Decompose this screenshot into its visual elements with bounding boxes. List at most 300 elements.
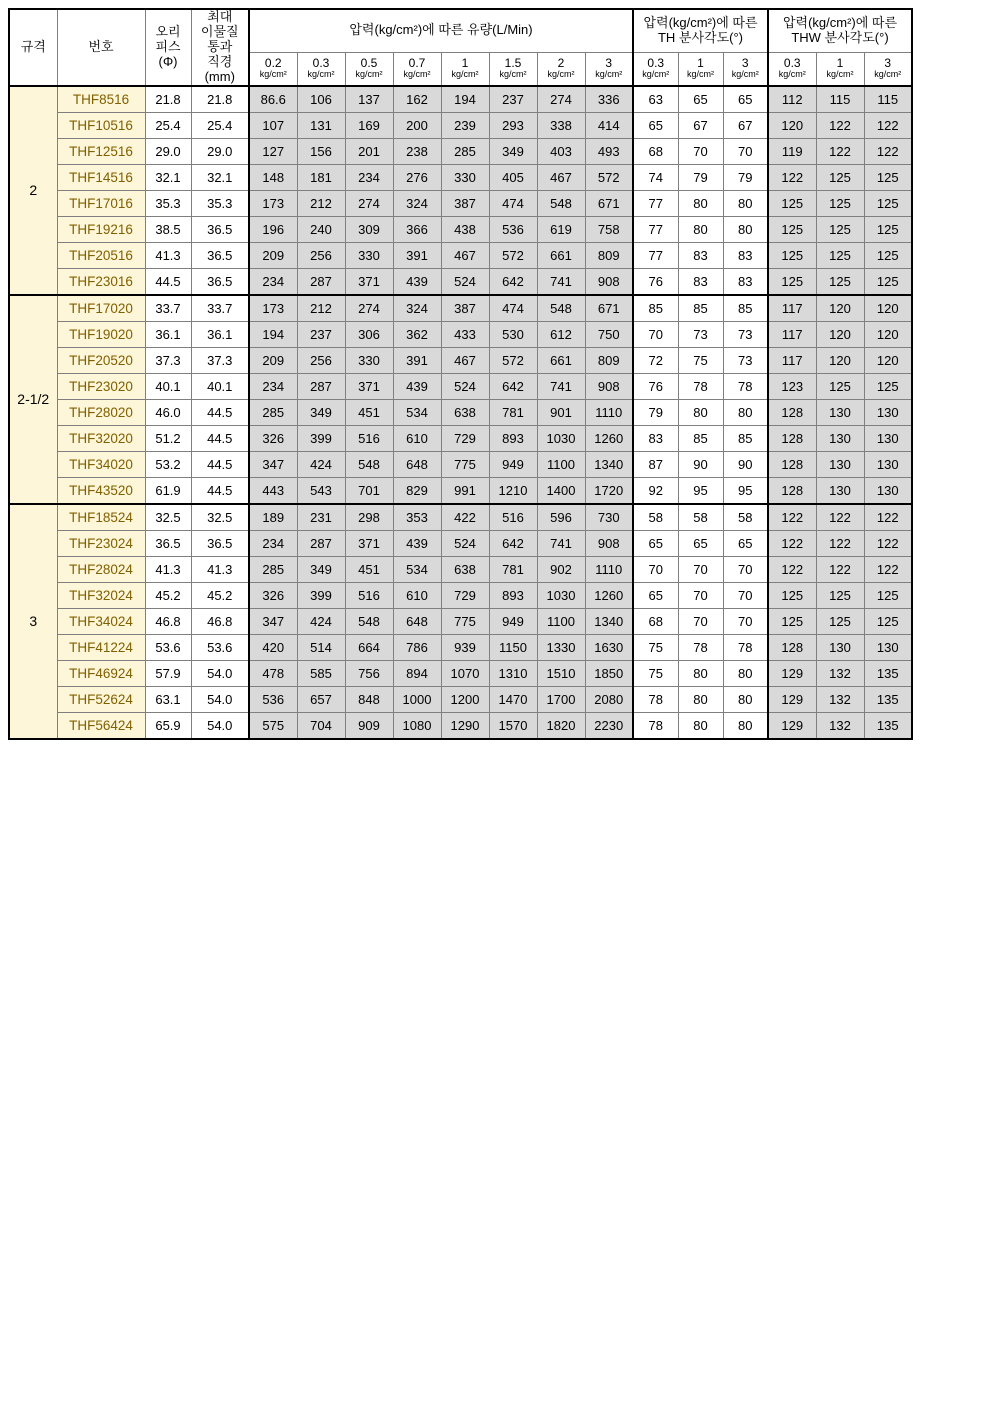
size-group-cell: 2 — [9, 86, 57, 295]
model-code-cell[interactable]: THF52624 — [57, 686, 145, 712]
header-flow-p-3 — [393, 52, 441, 86]
table-row[interactable] — [9, 425, 912, 451]
orifice-cell: 53.2 — [145, 451, 191, 477]
header-max-pass-line2: 이물질 — [200, 23, 239, 39]
thw-angle-cell: 130 — [864, 634, 912, 660]
size-group-cell: 3 — [9, 504, 57, 739]
flow-cell: 741 — [537, 268, 585, 295]
thw-angle-cell: 122 — [768, 556, 816, 582]
flow-cell: 1110 — [585, 399, 633, 425]
flow-cell: 194 — [249, 321, 297, 347]
model-code-cell[interactable]: THF14516 — [57, 164, 145, 190]
thw-angle-cell: 122 — [768, 164, 816, 190]
thw-angle-cell: 129 — [768, 712, 816, 739]
max-pass-cell: 54.0 — [191, 660, 249, 686]
thw-angle-cell: 125 — [864, 190, 912, 216]
thw-angle-cell: 125 — [768, 190, 816, 216]
flow-pressure-unit-5: kg/cm² — [499, 69, 527, 80]
flow-cell: 173 — [249, 295, 297, 322]
th-angle-cell: 80 — [678, 190, 723, 216]
thw-pressure-value-1: 1 — [836, 56, 844, 71]
thw-angle-cell: 120 — [864, 347, 912, 373]
model-code-cell[interactable]: THF20520 — [57, 347, 145, 373]
flow-cell: 1570 — [489, 712, 537, 739]
th-angle-cell: 83 — [723, 268, 768, 295]
flow-cell: 908 — [585, 268, 633, 295]
th-angle-cell: 83 — [633, 425, 678, 451]
orifice-cell: 32.5 — [145, 504, 191, 531]
table-row[interactable] — [9, 373, 912, 399]
header-max-pass-line4: 직경 — [207, 53, 233, 69]
header-th-group — [633, 9, 768, 52]
flow-cell: 169 — [345, 112, 393, 138]
flow-cell: 414 — [585, 112, 633, 138]
flow-pressure-value-4: 1 — [461, 56, 469, 71]
flow-cell: 909 — [345, 712, 393, 739]
flow-cell: 240 — [297, 216, 345, 242]
table-row[interactable] — [9, 321, 912, 347]
flow-cell: 106 — [297, 86, 345, 113]
table-row[interactable] — [9, 686, 912, 712]
header-th-p-2 — [723, 52, 768, 86]
flow-cell: 809 — [585, 347, 633, 373]
th-angle-cell: 80 — [723, 399, 768, 425]
flow-cell: 642 — [489, 530, 537, 556]
thw-angle-cell: 125 — [768, 242, 816, 268]
table-row[interactable] — [9, 295, 912, 322]
th-angle-cell: 70 — [678, 608, 723, 634]
orifice-cell: 35.3 — [145, 190, 191, 216]
flow-cell: 534 — [393, 556, 441, 582]
flow-cell: 530 — [489, 321, 537, 347]
th-angle-cell: 58 — [678, 504, 723, 531]
orifice-cell: 51.2 — [145, 425, 191, 451]
thw-angle-cell: 130 — [864, 451, 912, 477]
flow-cell: 347 — [249, 608, 297, 634]
flow-cell: 2080 — [585, 686, 633, 712]
flow-cell: 704 — [297, 712, 345, 739]
thw-angle-cell: 125 — [816, 608, 864, 634]
table-row[interactable] — [9, 112, 912, 138]
flow-pressure-value-7: 3 — [605, 56, 613, 71]
model-code-cell[interactable]: THF12516 — [57, 138, 145, 164]
flow-cell: 516 — [345, 425, 393, 451]
th-angle-cell: 73 — [723, 321, 768, 347]
flow-cell: 371 — [345, 373, 393, 399]
thw-angle-cell: 129 — [768, 686, 816, 712]
orifice-cell: 29.0 — [145, 138, 191, 164]
thw-angle-cell: 122 — [816, 138, 864, 164]
th-angle-cell: 67 — [723, 112, 768, 138]
flow-cell: 148 — [249, 164, 297, 190]
max-pass-cell: 54.0 — [191, 712, 249, 739]
flow-cell: 741 — [537, 530, 585, 556]
model-code-cell[interactable]: THF8516 — [57, 86, 145, 113]
max-pass-cell: 29.0 — [191, 138, 249, 164]
flow-cell: 371 — [345, 530, 393, 556]
thw-angle-cell: 115 — [864, 86, 912, 113]
thw-angle-cell: 125 — [768, 268, 816, 295]
table-row[interactable] — [9, 86, 912, 113]
table-row[interactable] — [9, 477, 912, 504]
flow-cell: 451 — [345, 556, 393, 582]
thw-angle-cell: 125 — [864, 582, 912, 608]
flow-cell: 1070 — [441, 660, 489, 686]
flow-cell: 287 — [297, 373, 345, 399]
flow-cell: 405 — [489, 164, 537, 190]
thw-angle-cell: 130 — [816, 451, 864, 477]
model-code-cell[interactable]: THF10516 — [57, 112, 145, 138]
flow-cell: 391 — [393, 347, 441, 373]
orifice-cell: 41.3 — [145, 242, 191, 268]
flow-cell: 287 — [297, 530, 345, 556]
th-angle-cell: 85 — [678, 425, 723, 451]
table-row[interactable] — [9, 399, 912, 425]
th-pressure-value-2: 3 — [741, 56, 749, 71]
thw-angle-cell: 125 — [768, 608, 816, 634]
flow-cell: 893 — [489, 425, 537, 451]
table-row[interactable] — [9, 504, 912, 531]
flow-cell: 991 — [441, 477, 489, 504]
orifice-cell: 57.9 — [145, 660, 191, 686]
flow-cell: 433 — [441, 321, 489, 347]
flow-cell: 516 — [345, 582, 393, 608]
flow-cell: 575 — [249, 712, 297, 739]
flow-cell: 439 — [393, 373, 441, 399]
th-angle-cell: 90 — [678, 451, 723, 477]
flow-cell: 212 — [297, 295, 345, 322]
th-angle-cell: 58 — [633, 504, 678, 531]
model-code-cell[interactable]: THF32024 — [57, 582, 145, 608]
thw-angle-cell: 119 — [768, 138, 816, 164]
flow-cell: 572 — [585, 164, 633, 190]
table-row[interactable] — [9, 712, 912, 739]
thw-angle-cell: 122 — [864, 556, 912, 582]
header-thw-group — [768, 9, 912, 52]
flow-cell: 596 — [537, 504, 585, 531]
flow-cell: 107 — [249, 112, 297, 138]
th-angle-cell: 95 — [723, 477, 768, 504]
flow-cell: 347 — [249, 451, 297, 477]
thw-angle-cell: 125 — [816, 242, 864, 268]
table-row[interactable] — [9, 164, 912, 190]
header-thw-group-line1: 압력(kg/cm²)에 따른 — [782, 14, 898, 30]
model-code-cell[interactable]: THF46924 — [57, 660, 145, 686]
flow-cell: 902 — [537, 556, 585, 582]
th-angle-cell: 65 — [633, 112, 678, 138]
table-row[interactable] — [9, 556, 912, 582]
th-angle-cell: 80 — [723, 190, 768, 216]
header-flow-p-6 — [537, 52, 585, 86]
th-angle-cell: 80 — [723, 660, 768, 686]
flow-cell: 127 — [249, 138, 297, 164]
flow-cell: 1110 — [585, 556, 633, 582]
th-angle-cell: 75 — [633, 634, 678, 660]
flow-cell: 534 — [393, 399, 441, 425]
flow-cell: 1210 — [489, 477, 537, 504]
flow-cell: 610 — [393, 425, 441, 451]
table-body — [9, 86, 912, 739]
orifice-cell: 46.0 — [145, 399, 191, 425]
flow-cell: 189 — [249, 504, 297, 531]
th-angle-cell: 72 — [633, 347, 678, 373]
header-orifice-line2: 피스 — [155, 38, 181, 54]
max-pass-cell: 32.1 — [191, 164, 249, 190]
flow-cell: 467 — [441, 347, 489, 373]
header-row-groups — [9, 9, 912, 52]
model-code-cell[interactable]: THF17020 — [57, 295, 145, 322]
flow-cell: 781 — [489, 399, 537, 425]
flow-pressure-value-3: 0.7 — [408, 56, 426, 71]
model-code-cell[interactable]: THF41224 — [57, 634, 145, 660]
flow-cell: 750 — [585, 321, 633, 347]
flow-cell: 399 — [297, 425, 345, 451]
flow-cell: 362 — [393, 321, 441, 347]
model-code-cell[interactable]: THF23016 — [57, 268, 145, 295]
flow-cell: 194 — [441, 86, 489, 113]
th-angle-cell: 87 — [633, 451, 678, 477]
flow-cell: 1400 — [537, 477, 585, 504]
thw-angle-cell: 130 — [816, 399, 864, 425]
flow-cell: 893 — [489, 582, 537, 608]
thw-angle-cell: 130 — [816, 425, 864, 451]
flow-cell: 276 — [393, 164, 441, 190]
thw-angle-cell: 120 — [816, 295, 864, 322]
flow-cell: 536 — [249, 686, 297, 712]
thw-angle-cell: 125 — [816, 582, 864, 608]
table-row[interactable] — [9, 608, 912, 634]
orifice-cell: 25.4 — [145, 112, 191, 138]
model-code-cell[interactable]: THF34020 — [57, 451, 145, 477]
header-thw-p-0 — [768, 52, 816, 86]
model-code-cell[interactable]: THF17016 — [57, 190, 145, 216]
table-row[interactable] — [9, 242, 912, 268]
flow-cell: 514 — [297, 634, 345, 660]
thw-angle-cell: 122 — [768, 504, 816, 531]
table-row[interactable] — [9, 582, 912, 608]
model-code-cell[interactable]: THF43520 — [57, 477, 145, 504]
flow-cell: 610 — [393, 582, 441, 608]
orifice-cell: 45.2 — [145, 582, 191, 608]
model-code-cell[interactable]: THF19216 — [57, 216, 145, 242]
flow-cell: 212 — [297, 190, 345, 216]
flow-cell: 330 — [345, 347, 393, 373]
header-max-pass-line5: (mm) — [204, 68, 235, 84]
th-angle-cell: 68 — [633, 138, 678, 164]
thw-angle-cell: 122 — [864, 530, 912, 556]
orifice-cell: 40.1 — [145, 373, 191, 399]
flow-cell: 474 — [489, 295, 537, 322]
flow-cell: 387 — [441, 295, 489, 322]
thw-angle-cell: 128 — [768, 425, 816, 451]
flow-cell: 894 — [393, 660, 441, 686]
flow-cell: 196 — [249, 216, 297, 242]
table-row[interactable] — [9, 347, 912, 373]
flow-cell: 524 — [441, 268, 489, 295]
table-row[interactable] — [9, 660, 912, 686]
max-pass-cell: 36.5 — [191, 530, 249, 556]
th-angle-cell: 70 — [633, 556, 678, 582]
flow-cell: 1030 — [537, 425, 585, 451]
flow-cell: 234 — [345, 164, 393, 190]
size-group-cell: 2-1/2 — [9, 295, 57, 504]
flow-cell: 238 — [393, 138, 441, 164]
flow-cell: 809 — [585, 242, 633, 268]
flow-cell: 536 — [489, 216, 537, 242]
th-angle-cell: 78 — [723, 634, 768, 660]
flow-cell: 1260 — [585, 582, 633, 608]
th-angle-cell: 70 — [633, 321, 678, 347]
table-row[interactable] — [9, 268, 912, 295]
flow-cell: 908 — [585, 373, 633, 399]
th-angle-cell: 70 — [723, 582, 768, 608]
th-angle-cell: 78 — [633, 712, 678, 739]
flow-cell: 131 — [297, 112, 345, 138]
flow-cell: 349 — [297, 399, 345, 425]
orifice-cell: 21.8 — [145, 86, 191, 113]
thw-angle-cell: 120 — [816, 321, 864, 347]
model-code-cell[interactable]: THF56424 — [57, 712, 145, 739]
th-angle-cell: 78 — [678, 634, 723, 660]
header-size: 규격 — [9, 9, 57, 86]
flow-cell: 619 — [537, 216, 585, 242]
thw-pressure-value-0: 0.3 — [783, 56, 801, 71]
model-code-cell[interactable]: THF18524 — [57, 504, 145, 531]
table-row[interactable] — [9, 216, 912, 242]
table-header — [9, 9, 912, 86]
model-code-cell[interactable]: THF34024 — [57, 608, 145, 634]
th-angle-cell: 70 — [723, 608, 768, 634]
flow-cell: 1100 — [537, 451, 585, 477]
flow-cell: 1630 — [585, 634, 633, 660]
thw-angle-cell: 128 — [768, 477, 816, 504]
flow-cell: 420 — [249, 634, 297, 660]
header-flow-p-2 — [345, 52, 393, 86]
th-angle-cell: 83 — [678, 268, 723, 295]
header-flow-p-7 — [585, 52, 633, 86]
th-angle-cell: 67 — [678, 112, 723, 138]
flow-cell: 387 — [441, 190, 489, 216]
orifice-cell: 61.9 — [145, 477, 191, 504]
th-angle-cell: 65 — [723, 530, 768, 556]
flow-cell: 572 — [489, 347, 537, 373]
flow-cell: 1030 — [537, 582, 585, 608]
orifice-cell: 41.3 — [145, 556, 191, 582]
orifice-cell: 53.6 — [145, 634, 191, 660]
flow-cell: 209 — [249, 242, 297, 268]
table-row[interactable] — [9, 634, 912, 660]
flow-cell: 239 — [441, 112, 489, 138]
flow-cell: 2230 — [585, 712, 633, 739]
flow-cell: 908 — [585, 530, 633, 556]
flow-cell: 524 — [441, 530, 489, 556]
thw-angle-cell: 125 — [816, 190, 864, 216]
thw-angle-cell: 128 — [768, 399, 816, 425]
flow-cell: 585 — [297, 660, 345, 686]
flow-cell: 156 — [297, 138, 345, 164]
header-orifice — [145, 9, 191, 86]
table-row[interactable] — [9, 138, 912, 164]
model-code-cell[interactable]: THF28020 — [57, 399, 145, 425]
table-row[interactable] — [9, 530, 912, 556]
flow-cell: 648 — [393, 451, 441, 477]
thw-angle-cell: 128 — [768, 634, 816, 660]
flow-cell: 324 — [393, 190, 441, 216]
flow-cell: 642 — [489, 268, 537, 295]
th-angle-cell: 83 — [723, 242, 768, 268]
flow-cell: 657 — [297, 686, 345, 712]
thw-pressure-unit-2: kg/cm² — [874, 69, 902, 80]
model-code-cell[interactable]: THF23020 — [57, 373, 145, 399]
flow-cell: 285 — [441, 138, 489, 164]
model-code-cell[interactable]: THF23024 — [57, 530, 145, 556]
flow-cell: 729 — [441, 425, 489, 451]
flow-cell: 293 — [489, 112, 537, 138]
model-code-cell[interactable]: THF28024 — [57, 556, 145, 582]
flow-cell: 439 — [393, 530, 441, 556]
model-code-cell[interactable]: THF20516 — [57, 242, 145, 268]
flow-cell: 234 — [249, 530, 297, 556]
th-angle-cell: 85 — [723, 425, 768, 451]
thw-angle-cell: 125 — [768, 582, 816, 608]
thw-angle-cell: 122 — [864, 138, 912, 164]
thw-angle-cell: 122 — [864, 112, 912, 138]
flow-pressure-unit-0: kg/cm² — [259, 69, 287, 80]
flow-cell: 548 — [537, 295, 585, 322]
th-angle-cell: 58 — [723, 504, 768, 531]
flow-cell: 1340 — [585, 608, 633, 634]
thw-angle-cell: 117 — [768, 295, 816, 322]
model-code-cell[interactable]: THF32020 — [57, 425, 145, 451]
flow-cell: 330 — [345, 242, 393, 268]
thw-angle-cell: 125 — [864, 373, 912, 399]
max-pass-cell: 41.3 — [191, 556, 249, 582]
thw-angle-cell: 125 — [864, 268, 912, 295]
flow-cell: 638 — [441, 399, 489, 425]
flow-cell: 309 — [345, 216, 393, 242]
th-angle-cell: 65 — [633, 530, 678, 556]
flow-pressure-unit-2: kg/cm² — [355, 69, 383, 80]
th-angle-cell: 90 — [723, 451, 768, 477]
model-code-cell[interactable]: THF19020 — [57, 321, 145, 347]
flow-cell: 848 — [345, 686, 393, 712]
header-flow-group: 압력(kg/cm²)에 따른 유량(L/Min) — [249, 9, 633, 52]
header-th-group-line1: 압력(kg/cm²)에 따른 — [643, 14, 758, 30]
flow-cell: 306 — [345, 321, 393, 347]
flow-cell: 371 — [345, 268, 393, 295]
orifice-cell: 63.1 — [145, 686, 191, 712]
header-flow-p-1 — [297, 52, 345, 86]
flow-cell: 516 — [489, 504, 537, 531]
th-angle-cell: 65 — [723, 86, 768, 113]
flow-cell: 901 — [537, 399, 585, 425]
max-pass-cell: 44.5 — [191, 451, 249, 477]
orifice-cell: 32.1 — [145, 164, 191, 190]
max-pass-cell: 32.5 — [191, 504, 249, 531]
flow-cell: 443 — [249, 477, 297, 504]
max-pass-cell: 33.7 — [191, 295, 249, 322]
thw-angle-cell: 132 — [816, 686, 864, 712]
max-pass-cell: 36.1 — [191, 321, 249, 347]
flow-cell: 1260 — [585, 425, 633, 451]
table-row[interactable] — [9, 451, 912, 477]
thw-angle-cell: 125 — [864, 608, 912, 634]
flow-cell: 664 — [345, 634, 393, 660]
thw-angle-cell: 122 — [816, 530, 864, 556]
table-row[interactable] — [9, 190, 912, 216]
th-angle-cell: 77 — [633, 242, 678, 268]
flow-cell: 324 — [393, 295, 441, 322]
